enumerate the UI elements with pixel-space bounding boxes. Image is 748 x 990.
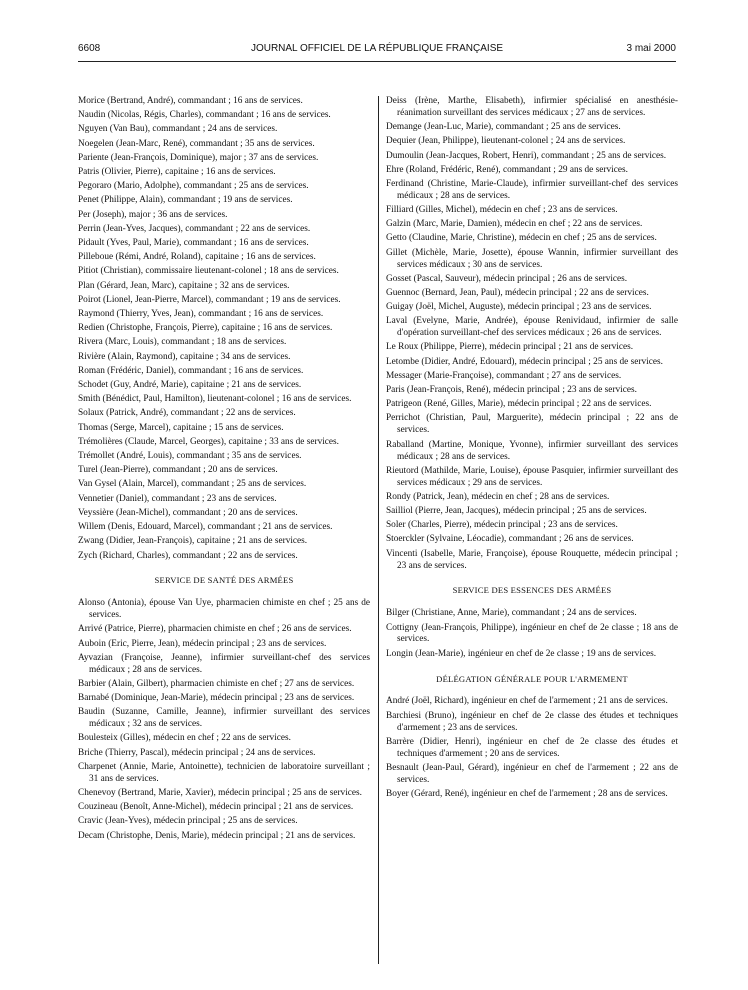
list-entry: Longin (Jean-Marie), ingénieur en chef de 2e classe ; 19 ans de services. bbox=[386, 648, 657, 659]
list-entry: Barrère (Didier, Henri), ingénieur en chef de 2e classe des études et techniques d'armement ; 20 ans de services. bbox=[386, 736, 678, 759]
list-entry: Gosset (Pascal, Sauveur), médecin principal ; 26 ans de services. bbox=[386, 273, 628, 284]
page-header bbox=[78, 43, 676, 57]
page-number: 6608 bbox=[78, 43, 101, 54]
list-entry: Perrin (Jean-Yves, Jacques), commandant ; 22 ans de services. bbox=[78, 223, 311, 234]
list-entry: Boulesteix (Gilles), médecin en chef ; 22 ans de services. bbox=[78, 733, 291, 744]
section-heading-sante: SERVICE DE SANTÉ DES ARMÉES bbox=[154, 575, 294, 586]
entries-list-b-left bbox=[78, 598, 370, 842]
list-entry: Patrigeon (René, Gilles, Marie), médecin principal ; 22 ans de services. bbox=[386, 399, 652, 410]
list-entry: Couzineau (Benoît, Anne-Michel), médecin principal ; 21 ans de services. bbox=[78, 802, 354, 813]
list-entry: Ayvazian (Françoise, Jeanne), infirmier surveillant-chef des services médicaux ; 28 ans de services. bbox=[78, 652, 370, 675]
publication-date: 3 mai 2000 bbox=[626, 43, 676, 54]
list-entry: Alonso (Antonia), épouse Van Uye, pharmacien chimiste en chef ; 25 ans de services. bbox=[78, 598, 370, 621]
list-entry: Zych (Richard, Charles), commandant ; 22 ans de services. bbox=[78, 550, 298, 561]
list-entry: Raymond (Thierry, Yves, Jean), commandant ; 16 ans de services. bbox=[78, 309, 324, 320]
entries-list-c bbox=[386, 608, 678, 660]
entries-list-d bbox=[386, 696, 678, 800]
list-entry: Guigay (Joël, Michel, Auguste), médecin principal ; 23 ans de services. bbox=[386, 302, 652, 313]
list-entry: Demange (Jean-Luc, Marie), commandant ; 25 ans de services. bbox=[386, 122, 621, 133]
list-entry: Raballand (Martine, Monique, Yvonne), infirmier surveillant des services médicaux ; 28 ans de services. bbox=[386, 439, 678, 462]
entries-list-a bbox=[78, 96, 370, 562]
list-entry: Paris (Jean-François, René), médecin principal ; 23 ans de services. bbox=[386, 385, 637, 396]
list-entry: Rieutord (Mathilde, Marie, Louise), épouse Pasquier, infirmier surveillant des services médicaux ; 29 ans de services. bbox=[386, 465, 678, 488]
list-entry: Messager (Marie-Françoise), commandant ; 27 ans de services. bbox=[386, 370, 622, 381]
list-entry: Baudin (Suzanne, Camille, Jeanne), infirmier surveillant des services médicaux ; 32 ans de services. bbox=[78, 707, 370, 730]
list-entry: Charpenet (Annie, Marie, Antoinette), technicien de laboratoire surveillant ; 31 ans de services. bbox=[78, 761, 370, 784]
list-entry: Pitiot (Christian), commissaire lieutenant-colonel ; 18 ans de services. bbox=[78, 266, 339, 277]
column-divider bbox=[378, 96, 379, 964]
list-entry: Besnault (Jean-Paul, Gérard), ingénieur en chef de l'armement ; 22 ans de services. bbox=[386, 762, 678, 785]
left-column bbox=[78, 96, 370, 845]
list-entry: Decam (Christophe, Denis, Marie), médecin principal ; 21 ans de services. bbox=[78, 830, 356, 841]
right-column bbox=[386, 96, 678, 803]
list-entry: Arrivé (Patrice, Pierre), pharmacien chimiste en chef ; 26 ans de services. bbox=[78, 624, 352, 635]
list-entry: Rivière (Alain, Raymond), capitaine ; 34 ans de services. bbox=[78, 351, 291, 362]
list-entry: Le Roux (Philippe, Pierre), médecin principal ; 21 ans de services. bbox=[386, 342, 634, 353]
list-entry: Letombe (Didier, André, Edouard), médecin principal ; 25 ans de services. bbox=[386, 356, 663, 367]
list-entry: Morice (Bertrand, André), commandant ; 16 ans de services. bbox=[78, 96, 303, 106]
list-entry: Veyssière (Jean-Michel), commandant ; 20 ans de services. bbox=[78, 507, 298, 518]
list-entry: Plan (Gérard, Jean, Marc), capitaine ; 32 ans de services. bbox=[78, 280, 290, 291]
list-entry: Van Gysel (Alain, Marcel), commandant ; 25 ans de services. bbox=[78, 479, 307, 490]
list-entry: Vennetier (Daniel), commandant ; 23 ans de services. bbox=[78, 493, 277, 504]
section-heading-armement: DÉLÉGATION GÉNÉRALE POUR L'ARMEMENT bbox=[436, 673, 628, 684]
list-entry: Smith (Bénédict, Paul, Hamilton), lieutenant-colonel ; 16 ans de services. bbox=[78, 394, 352, 405]
list-entry: Noegelen (Jean-Marc, René), commandant ; 35 ans de services. bbox=[78, 138, 315, 149]
list-entry: Laval (Evelyne, Marie, Andrée), épouse Renividaud, infirmier de salle d'opération surveillant-chef des services médicaux ; 26 ans de services. bbox=[386, 316, 678, 339]
list-entry: Ehre (Roland, Frédéric, René), commandant ; 29 ans de services. bbox=[386, 164, 628, 175]
list-entry: Dequier (Jean, Philippe), lieutenant-colonel ; 24 ans de services. bbox=[386, 136, 626, 147]
list-entry: Thomas (Serge, Marcel), capitaine ; 15 ans de services. bbox=[78, 422, 284, 433]
list-entry: Naudin (Nicolas, Régis, Charles), commandant ; 16 ans de services. bbox=[78, 110, 331, 121]
list-entry: Rivera (Marc, Louis), commandant ; 18 ans de services. bbox=[78, 337, 287, 348]
journal-title: JOURNAL OFFICIEL DE LA RÉPUBLIQUE FRANÇAISE bbox=[250, 43, 504, 54]
list-entry: Zwang (Didier, Jean-François), capitaine ; 21 ans de services. bbox=[78, 536, 308, 547]
header-rule bbox=[78, 61, 676, 62]
list-entry: Bilger (Christiane, Anne, Marie), commandant ; 24 ans de services. bbox=[386, 608, 637, 619]
list-entry: Sailliol (Pierre, Jean, Jacques), médecin principal ; 25 ans de services. bbox=[386, 506, 647, 517]
list-entry: Ferdinand (Christine, Marie-Claude), infirmier surveillant-chef des services médicaux ; 28 ans de services. bbox=[386, 178, 678, 201]
list-entry: Getto (Claudine, Marie, Christine), médecin en chef ; 25 ans de services. bbox=[386, 233, 657, 244]
list-entry: Nguyen (Van Bau), commandant ; 24 ans de services. bbox=[78, 124, 278, 135]
list-entry: Chenevoy (Bertrand, Marie, Xavier), médecin principal ; 25 ans de services. bbox=[78, 787, 362, 798]
list-entry: Cottigny (Jean-François, Philippe), ingénieur en chef de 2e classe ; 18 ans de services. bbox=[386, 622, 678, 645]
list-entry: Trémollet (André, Louis), commandant ; 35 ans de services. bbox=[78, 451, 302, 462]
list-entry: Solaux (Patrick, André), commandant ; 22 ans de services. bbox=[78, 408, 296, 419]
list-entry: Auboin (Eric, Pierre, Jean), médecin principal ; 23 ans de services. bbox=[78, 638, 327, 649]
list-entry: André (Joël, Richard), ingénieur en chef de l'armement ; 21 ans de services. bbox=[386, 696, 668, 707]
list-entry: Vincenti (Isabelle, Marie, Françoise), épouse Rouquette, médecin principal ; 23 ans de services. bbox=[386, 548, 678, 571]
list-entry: Turel (Jean-Pierre), commandant ; 20 ans de services. bbox=[78, 465, 278, 476]
list-entry: Dumoulin (Jean-Jacques, Robert, Henri), commandant ; 25 ans de services. bbox=[386, 150, 667, 161]
list-entry: Boyer (Gérard, René), ingénieur en chef de l'armement ; 28 ans de services. bbox=[386, 789, 668, 799]
list-entry: Stoerckler (Sylvaine, Léocadie), commandant ; 26 ans de services. bbox=[386, 534, 634, 545]
list-entry: Pilleboue (Rémi, André, Roland), capitaine ; 16 ans de services. bbox=[78, 252, 316, 263]
list-entry: Galzin (Marc, Marie, Damien), médecin en chef ; 22 ans de services. bbox=[386, 219, 643, 230]
list-entry: Schodet (Guy, André, Marie), capitaine ; 21 ans de services. bbox=[78, 380, 302, 391]
list-entry: Deiss (Irène, Marthe, Elisabeth), infirmier spécialisé en anesthésie-réanimation surveillant des services médicaux ; 27 ans de services. bbox=[386, 96, 678, 118]
list-entry: Filliard (Gilles, Michel), médecin en chef ; 23 ans de services. bbox=[386, 205, 618, 216]
list-entry: Soler (Charles, Pierre), médecin principal ; 23 ans de services. bbox=[386, 520, 618, 531]
list-entry: Patris (Olivier, Pierre), capitaine ; 16 ans de services. bbox=[78, 167, 276, 178]
list-entry: Pidault (Yves, Paul, Marie), commandant ; 16 ans de services. bbox=[78, 238, 309, 249]
list-entry: Willem (Denis, Edouard, Marcel), commandant ; 21 ans de services. bbox=[78, 522, 333, 533]
list-entry: Penet (Philippe, Alain), commandant ; 19 ans de services. bbox=[78, 195, 293, 206]
entries-list-b-right bbox=[386, 96, 678, 572]
list-entry: Rondy (Patrick, Jean), médecin en chef ; 28 ans de services. bbox=[386, 491, 610, 502]
list-entry: Barnabé (Dominique, Jean-Marie), médecin principal ; 23 ans de services. bbox=[78, 693, 355, 704]
list-entry: Redien (Christophe, François, Pierre), capitaine ; 16 ans de services. bbox=[78, 323, 333, 334]
list-entry: Cravic (Jean-Yves), médecin principal ; 25 ans de services. bbox=[78, 816, 298, 827]
list-entry: Pegoraro (Mario, Adolphe), commandant ; 25 ans de services. bbox=[78, 181, 309, 192]
list-entry: Gillet (Michèle, Marie, Josette), épouse Wannin, infirmier surveillant des services médicaux ; 30 ans de services. bbox=[386, 247, 678, 270]
list-entry: Guennoc (Bernard, Jean, Paul), médecin principal ; 22 ans de services. bbox=[386, 287, 649, 298]
list-entry: Barbier (Alain, Gilbert), pharmacien chimiste en chef ; 27 ans de services. bbox=[78, 678, 355, 689]
list-entry: Perrichot (Christian, Paul, Marguerite), médecin principal ; 22 ans de services. bbox=[386, 413, 678, 436]
list-entry: Poirot (Lionel, Jean-Pierre, Marcel), commandant ; 19 ans de services. bbox=[78, 294, 341, 305]
list-entry: Pariente (Jean-François, Dominique), major ; 37 ans de services. bbox=[78, 152, 319, 163]
list-entry: Per (Joseph), major ; 36 ans de services. bbox=[78, 209, 228, 220]
list-entry: Briche (Thierry, Pascal), médecin principal ; 24 ans de services. bbox=[78, 747, 316, 758]
list-entry: Barchiesi (Bruno), ingénieur en chef de 2e classe des études et techniques d'armement ; 23 ans de services. bbox=[386, 710, 678, 733]
list-entry: Trémolières (Claude, Marcel, Georges), capitaine ; 33 ans de services. bbox=[78, 436, 340, 447]
section-heading-essences: SERVICE DES ESSENCES DES ARMÉES bbox=[452, 585, 612, 596]
list-entry: Roman (Frédéric, Daniel), commandant ; 16 ans de services. bbox=[78, 365, 304, 376]
